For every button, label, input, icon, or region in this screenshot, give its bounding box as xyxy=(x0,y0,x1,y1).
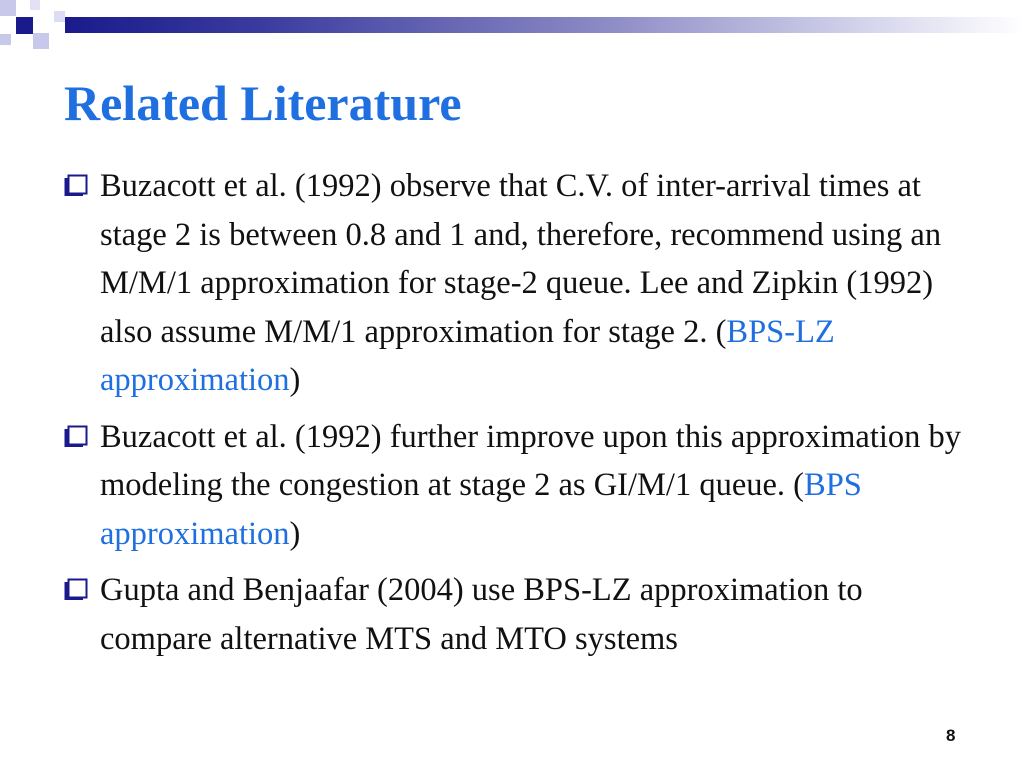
page-number: 8 xyxy=(946,726,956,745)
slide-title: Related Literature xyxy=(64,75,462,131)
header-decoration xyxy=(0,0,1024,60)
bullet-item xyxy=(62,413,972,559)
bullet-list xyxy=(62,162,972,671)
decorative-square xyxy=(16,17,33,34)
hollow-square-checkbox-icon xyxy=(64,578,88,600)
decorative-square xyxy=(30,0,40,10)
bullet-text: Buzacott et al. (1992) further improve upon this approximation by modeling the congestion at stage 2 as GI/M/1 queue. ( xyxy=(100,418,962,503)
decorative-square xyxy=(0,0,16,16)
bullet-text-end: ) xyxy=(289,515,301,552)
decorative-square xyxy=(54,11,65,22)
bullet-item xyxy=(62,566,972,663)
header-gradient-bar xyxy=(65,17,1024,33)
bullet-item xyxy=(62,162,972,405)
bullet-text-end: ) xyxy=(289,362,301,398)
bullet-text: Gupta and Benjaafar (2004) use BPS-LZ approximation to compare alternative MTS and MTO systems xyxy=(100,572,863,657)
hollow-square-checkbox-icon xyxy=(64,174,88,196)
decorative-square xyxy=(33,33,49,49)
hollow-square-checkbox-icon xyxy=(64,425,88,447)
decorative-square xyxy=(0,34,11,45)
bullet-text: Buzacott et al. (1992) observe that C.V. of inter-arrival times at stage 2 is between 0.8 and 1 and, therefore, recommend using an M/M/1 approximation for stage-2 queue. Lee and Zipkin (1992) also assume M/M/1 approximation for stage 2. ( xyxy=(100,168,942,350)
bps-approximation-link[interactable]: BPS approximation xyxy=(100,467,862,552)
bps-lz-approximation-link[interactable]: BPS-LZ approximation xyxy=(100,313,835,398)
